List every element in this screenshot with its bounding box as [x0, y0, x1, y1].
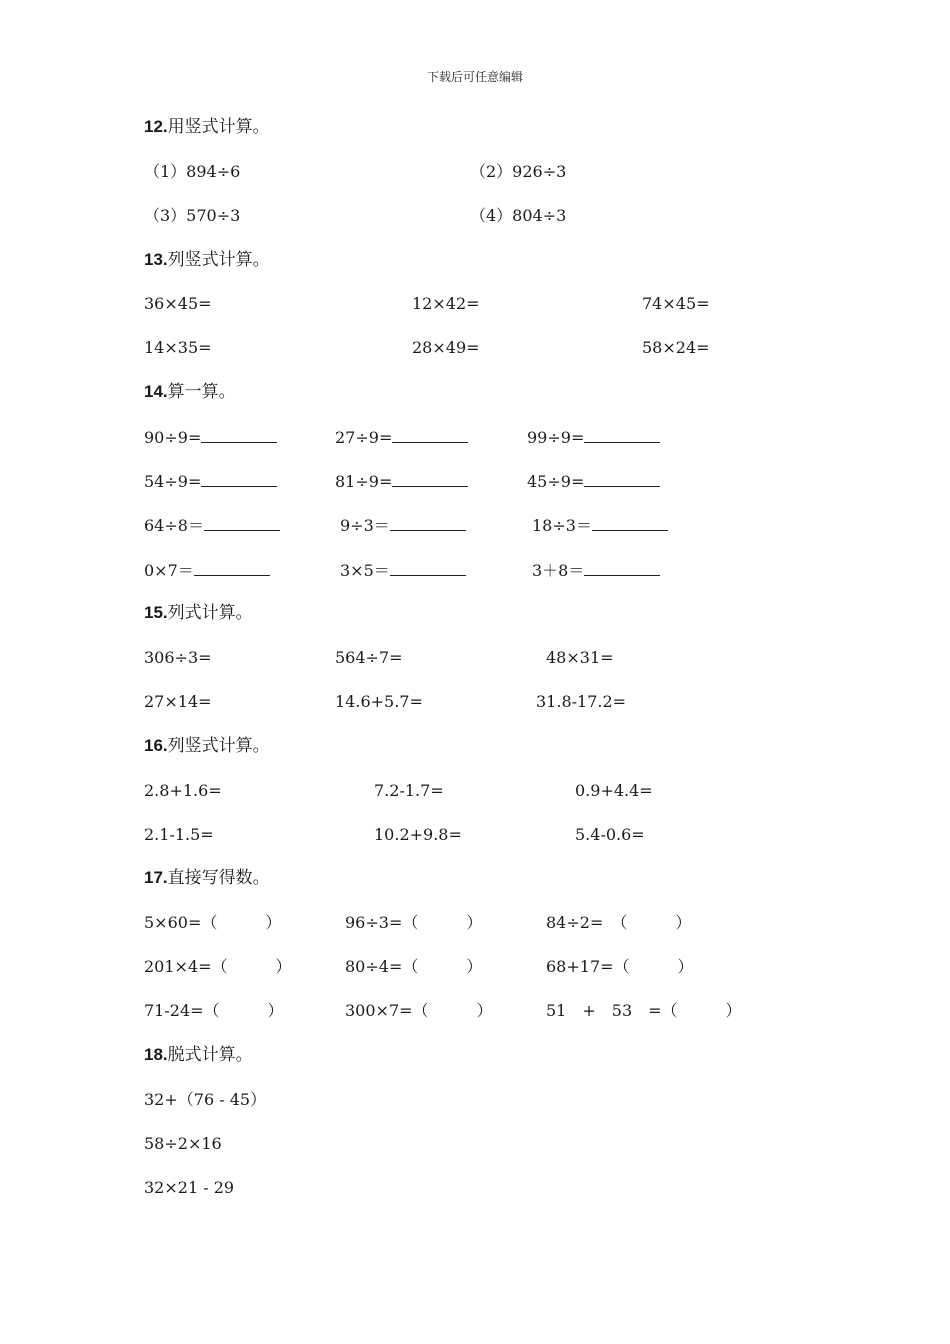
problem-18-1: 32+（76 - 45）	[144, 1090, 267, 1109]
section-title: 脱式计算。	[167, 1045, 253, 1065]
section-number: 15.	[144, 603, 168, 622]
problem-13-6: 58×24=	[642, 338, 710, 357]
problem-15-2: 564÷7=	[335, 648, 403, 667]
problem-14-5	[335, 470, 468, 493]
problem-15-6: 31.8-17.2=	[536, 692, 627, 711]
problem-12-4: （4）804÷3	[470, 206, 567, 225]
problem-17-7: 71-24=（ ）	[144, 1001, 284, 1020]
answer-blank[interactable]	[201, 426, 277, 443]
answer-blank[interactable]	[390, 559, 466, 576]
problem-14-10	[144, 559, 270, 582]
section-title: 算一算。	[167, 382, 236, 402]
problem-13-2: 12×42=	[412, 294, 480, 313]
problem-14-8	[340, 514, 466, 537]
section-title: 用竖式计算。	[167, 117, 270, 137]
problem-18-3: 32×21 - 29	[144, 1178, 235, 1197]
section-number: 16.	[144, 736, 168, 755]
problem-15-5: 14.6+5.7=	[335, 692, 423, 711]
problem-15-1: 306÷3=	[144, 648, 212, 667]
problem-14-11	[340, 559, 466, 582]
expression: 18÷3＝	[532, 516, 592, 535]
answer-blank[interactable]	[392, 426, 468, 443]
expression: 99÷9=	[527, 428, 585, 447]
problem-14-6	[527, 470, 660, 493]
expression: 3＋8＝	[532, 561, 585, 580]
problem-16-1: 2.8+1.6=	[144, 781, 222, 800]
section-14-heading	[144, 381, 236, 403]
answer-blank[interactable]	[584, 470, 660, 487]
expression: 3×5＝	[340, 561, 390, 580]
problem-13-4: 14×35=	[144, 338, 212, 357]
problem-14-9	[532, 514, 668, 537]
section-number: 18.	[144, 1045, 168, 1064]
problem-17-4: 201×4=（ ）	[144, 957, 292, 976]
problem-16-5: 10.2+9.8=	[374, 825, 462, 844]
problem-12-1: （1）894÷6	[144, 162, 241, 181]
expression: 54÷9=	[144, 472, 202, 491]
problem-12-2: （2）926÷3	[470, 162, 567, 181]
section-13-heading	[144, 249, 270, 271]
problem-17-3: 84÷2= （ ）	[546, 913, 692, 932]
section-number: 17.	[144, 868, 168, 887]
expression: 64÷8＝	[144, 516, 204, 535]
problem-14-2	[335, 426, 468, 449]
expression: 81÷9=	[335, 472, 393, 491]
problem-14-3	[527, 426, 660, 449]
answer-blank[interactable]	[592, 514, 668, 531]
section-16-heading	[144, 735, 270, 757]
section-title: 列竖式计算。	[167, 736, 270, 756]
problem-16-6: 5.4-0.6=	[575, 825, 645, 844]
problem-16-2: 7.2-1.7=	[374, 781, 444, 800]
problem-14-4	[144, 470, 277, 493]
problem-13-1: 36×45=	[144, 294, 212, 313]
answer-blank[interactable]	[201, 470, 277, 487]
problem-15-4: 27×14=	[144, 692, 212, 711]
problem-17-6: 68+17=（ ）	[546, 957, 694, 976]
answer-blank[interactable]	[584, 426, 660, 443]
problem-13-5: 28×49=	[412, 338, 480, 357]
expression: 0×7＝	[144, 561, 194, 580]
section-number: 12.	[144, 117, 168, 136]
expression: 9÷3＝	[340, 516, 390, 535]
problem-17-9: 51 + 53 =（ ）	[546, 1001, 742, 1020]
problem-17-5: 80÷4=（ ）	[345, 957, 483, 976]
problem-14-1	[144, 426, 277, 449]
problem-15-3: 48×31=	[546, 648, 614, 667]
problem-14-12	[532, 559, 660, 582]
expression: 90÷9=	[144, 428, 202, 447]
page-header: 下载后可任意编辑	[426, 70, 523, 84]
answer-blank[interactable]	[204, 514, 280, 531]
answer-blank[interactable]	[390, 514, 466, 531]
section-number: 14.	[144, 382, 168, 401]
section-title: 直接写得数。	[167, 868, 270, 888]
expression: 27÷9=	[335, 428, 393, 447]
section-12-heading	[144, 116, 270, 138]
answer-blank[interactable]	[392, 470, 468, 487]
problem-12-3: （3）570÷3	[144, 206, 241, 225]
section-15-heading	[144, 602, 253, 624]
problem-13-3: 74×45=	[642, 294, 710, 313]
problem-17-2: 96÷3=（ ）	[345, 913, 483, 932]
problem-18-2: 58÷2×16	[144, 1134, 222, 1153]
section-title: 列式计算。	[167, 603, 253, 623]
expression: 45÷9=	[527, 472, 585, 491]
problem-17-1: 5×60=（ ）	[144, 913, 282, 932]
section-number: 13.	[144, 250, 168, 269]
answer-blank[interactable]	[584, 559, 660, 576]
problem-16-4: 2.1-1.5=	[144, 825, 214, 844]
section-title: 列竖式计算。	[167, 250, 270, 270]
problem-16-3: 0.9+4.4=	[575, 781, 653, 800]
answer-blank[interactable]	[194, 559, 270, 576]
problem-17-8: 300×7=（ ）	[345, 1001, 493, 1020]
section-17-heading	[144, 867, 270, 889]
section-18-heading	[144, 1044, 253, 1066]
problem-14-7	[144, 514, 280, 537]
